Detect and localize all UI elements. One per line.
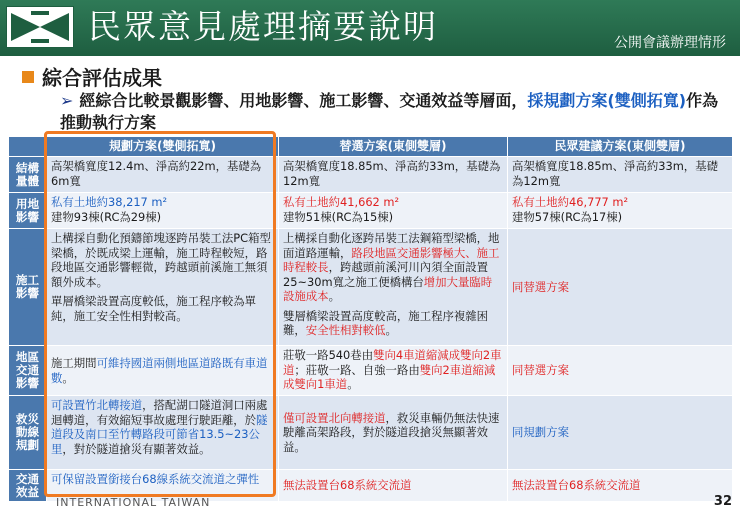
cell-line: 私有土地約38,217 m²: [51, 195, 168, 209]
text: ，救災車輛仍無法快速駛離高架路段，對於隧道段搶災無顯著效益。: [283, 410, 500, 454]
cell: [47, 229, 279, 346]
cell-line: 建物93棟(RC為29棟): [51, 209, 162, 224]
cell: 無法設置台68系統交流道: [279, 470, 508, 502]
cell: [47, 396, 279, 470]
text: 雙層橋梁設置高度較高，施工程序複雜困難，: [283, 308, 489, 337]
summary-bullet: [60, 90, 730, 134]
text: ，對於隧道搶災有顯著效益。: [62, 441, 211, 456]
table-row: [9, 229, 733, 346]
page-title: 民眾意見處理摘要說明: [88, 7, 438, 46]
section-heading: [22, 62, 162, 91]
text: ，搭配湖口隧道洞口兩處迴轉道，有效縮短事故處理行駛距離，於: [51, 398, 268, 427]
cell: 高架橋寬度18.85m、淨高約33m，基礎為12m寬: [508, 157, 733, 193]
text-blue: 隧道段及南口至竹轉路段可節省13.5~23公里: [51, 412, 268, 456]
cell-paragraph: 單層橋梁設置高度較低，施工程序較為單純，施工安全性相對較高。: [51, 294, 257, 323]
arrow-bullet-icon: ➢: [60, 91, 74, 110]
header-bar: [0, 0, 740, 56]
section-title: 綜合評估成果: [42, 66, 162, 90]
header-public-proposal: 民眾建議方案(東側雙層): [508, 137, 733, 157]
text: ；莊敬一路、自強一路由: [294, 362, 420, 377]
corner-header: [9, 137, 47, 157]
cell: [279, 396, 508, 470]
table-row: [9, 193, 733, 229]
cell: 可保留設置銜接台68線系統交流道之彈性: [47, 470, 279, 502]
table-row: [9, 157, 733, 193]
row-label-efficiency: 交通效益: [9, 470, 47, 502]
cell-line: 建物57棟(RC為17棟): [512, 209, 623, 224]
cell: [47, 346, 279, 396]
text: 莊敬一路540巷由: [283, 348, 374, 362]
row-label-construction: 施工影響: [9, 229, 47, 346]
text: 。: [385, 323, 397, 337]
cell-paragraph: 上構採自動化預鑄節塊逐跨吊裝工法PC箱型梁橋，於既成梁上運輸，施工時程較短，路段地區交通影響輕微，跨越頭前溪施工無須額外成本。: [51, 231, 271, 289]
bullet-highlight: 採規劃方案(雙側拓寬): [527, 91, 687, 110]
header-alternative: 替選方案(東側雙層): [279, 137, 508, 157]
text-blue: 可設置竹北轉接道: [51, 398, 143, 412]
row-label-land: 用地影響: [9, 193, 47, 229]
text-red: 雙向2車道縮減成雙向1車道: [283, 362, 496, 391]
cell: 同替選方案: [508, 229, 733, 346]
cell: [279, 346, 508, 396]
text: 。: [62, 370, 74, 385]
text-red: 雙向4車道縮減成雙向2車道: [283, 348, 502, 377]
cell: [47, 193, 279, 229]
text-red: 增加大量臨時設施成本: [283, 274, 493, 303]
row-label-rescue: 救災動線規劃: [9, 396, 47, 470]
text-blue: 可維持國道兩側地區道路既有車道數: [51, 356, 268, 385]
text: 。: [347, 377, 359, 391]
table-row: [9, 346, 733, 396]
cell: [279, 193, 508, 229]
cell-line: 私有土地約41,662 m²: [283, 195, 400, 209]
cell: 同規劃方案: [508, 396, 733, 470]
square-bullet-icon: [22, 71, 34, 83]
logo: [6, 6, 74, 48]
cell: [508, 193, 733, 229]
text-red: 安全性相對較低: [305, 323, 386, 337]
text-red: 路段地區交通影響極大、施工時程較長: [283, 245, 500, 274]
cell: 同替選方案: [508, 346, 733, 396]
cell: 無法設置台68系統交流道: [508, 470, 733, 502]
bullet-text-a: 經綜合比較景觀影響、用地影響、施工影響、交通效益等層面，: [79, 91, 528, 110]
row-label-traffic: 地區交通影響: [9, 346, 47, 396]
text-red: 僅可設置北向轉接道: [283, 410, 386, 425]
text: ，跨越頭前溪河川內須全面設置25~30m寬之施工便橋構台: [283, 260, 489, 289]
footer-text: INTERNATIONAL TAIWAN: [56, 496, 211, 509]
highway-logo-icon: [7, 7, 73, 47]
page-subtitle: 公開會議辦理情形: [614, 35, 726, 51]
text: 上構採自動化逐跨吊裝工法鋼箱型梁橋，地面道路運輸，: [283, 231, 500, 260]
text: 。: [328, 289, 340, 303]
cell-paragraph: [283, 231, 503, 304]
table-row: [9, 396, 733, 470]
cell: 高架橋寬度12.4m、淨高約22m，基礎為6m寬: [47, 157, 279, 193]
cell-line: 私有土地約46,777 m²: [512, 195, 629, 209]
page-number: 32: [713, 494, 732, 509]
text: 施工期間: [51, 356, 97, 370]
cell: [279, 229, 508, 346]
comparison-table: [8, 136, 733, 502]
row-label-structure: 結構量體: [9, 157, 47, 193]
table-header-row: [9, 137, 733, 157]
header-plan: 規劃方案(雙側拓寬): [47, 137, 279, 157]
cell: 高架橋寬度18.85m、淨高約33m，基礎為12m寬: [279, 157, 508, 193]
cell-line: 建物51棟(RC為15棟): [283, 209, 394, 224]
bullet-text-b: 作為推動執行方案: [60, 91, 719, 132]
cell-paragraph: [283, 309, 503, 338]
